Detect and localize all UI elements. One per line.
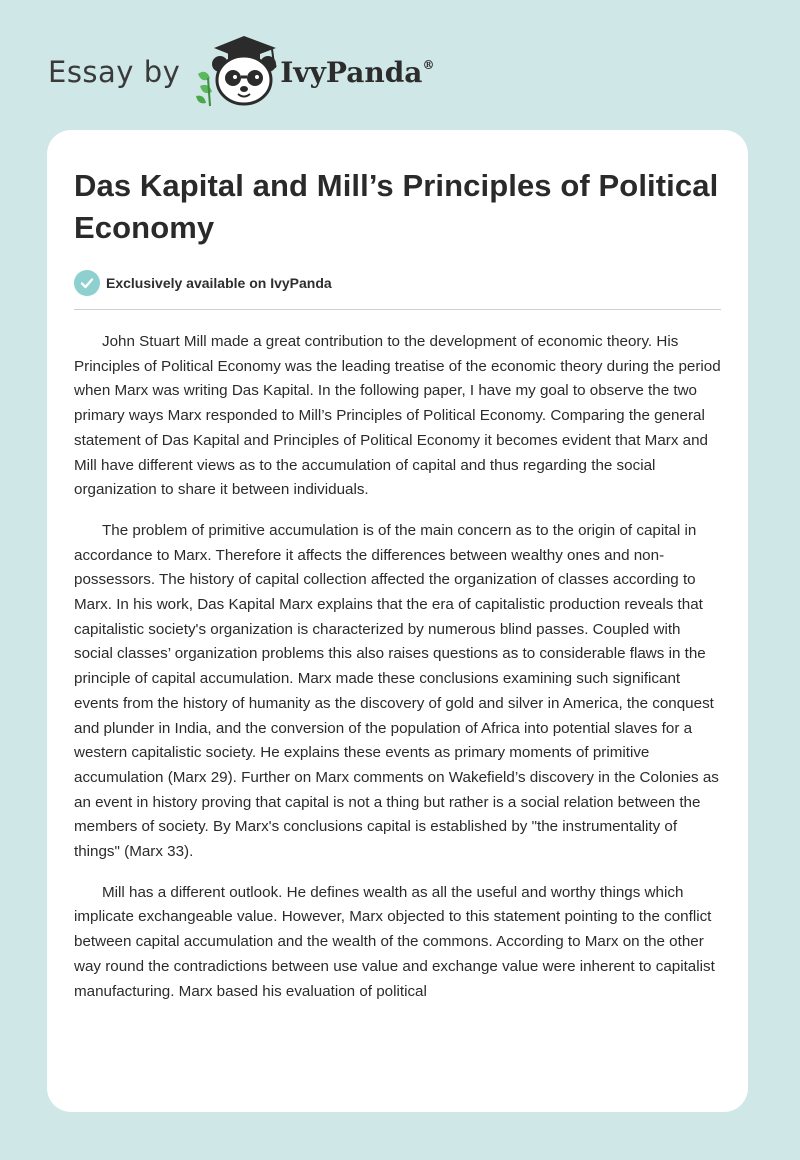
essay-title: Das Kapital and Mill’s Principles of Political Economy (74, 168, 719, 245)
paragraph: The problem of primitive accumulation is of the main concern as to the origin of capital in accordance to Marx. Therefore it affects the differences between wealthy ones and non-possessors. The history of capital collection affected the organization of classes according to Marx. In his work, Das Kapital Marx explains that the era of capitalistic production reveals that capitalistic society's organization is characterized by numerous blind passes. Coupled with social classes’ organization problems this also raises questions as to considerable flaws in the principle of capital accumulation. Marx made these conclusions examining such significant events from the history of humanity as the discovery of gold and silver in America, the conquest and plunder in India, and the conversion of the population of Africa into potential slaves for a western capitalistic society. He explains these events as primary moments of primitive accumulation (Marx 29). Further on Marx comments on Wakefield’s discovery in the Colonies as an event in history proving that capital is not a thing but rather is a social relation between the members of society. By Marx's conclusions capital is established by "the instrumentality of things" (Marx 33). (74, 521, 719, 861)
divider (74, 309, 721, 310)
check-circle-icon (74, 270, 100, 296)
panda-graduate-logo-icon[interactable] (192, 34, 284, 110)
essay-body (74, 330, 721, 1004)
exclusive-badge (74, 269, 721, 297)
site-header (48, 34, 434, 110)
brand-name[interactable]: IvyPanda® (280, 55, 435, 89)
badge-text: Exclusively available on IvyPanda (106, 275, 332, 291)
paragraph: John Stuart Mill made a great contribution to the development of economic theory. His Principles of Political Economy was the leading treatise of the economic theory during the period when Marx was writing Das Kapital. In the following paper, I have my goal to observe the two primary ways Marx responded to Mill’s Principles of Political Economy. Comparing the general statement of Das Kapital and Principles of Political Economy it becomes evident that Marx and Mill have different views as to the accumulation of capital and thus regarding the social organization to share it between individuals. (74, 333, 721, 499)
registered-mark: ® (422, 57, 435, 72)
paragraph: Mill has a different outlook. He defines wealth as all the useful and worthy things which implicate exchangeable value. However, Marx objected to this statement pointing to the conflict between capital accumulation and the wealth of the commons. According to Marx on the other way round the contradictions between use value and exchange value were inherent to capitalist manufacturing. Marx based his evaluation of political (74, 883, 715, 1000)
brand-prefix: Essay by (48, 55, 181, 89)
essay-card (47, 130, 748, 1112)
